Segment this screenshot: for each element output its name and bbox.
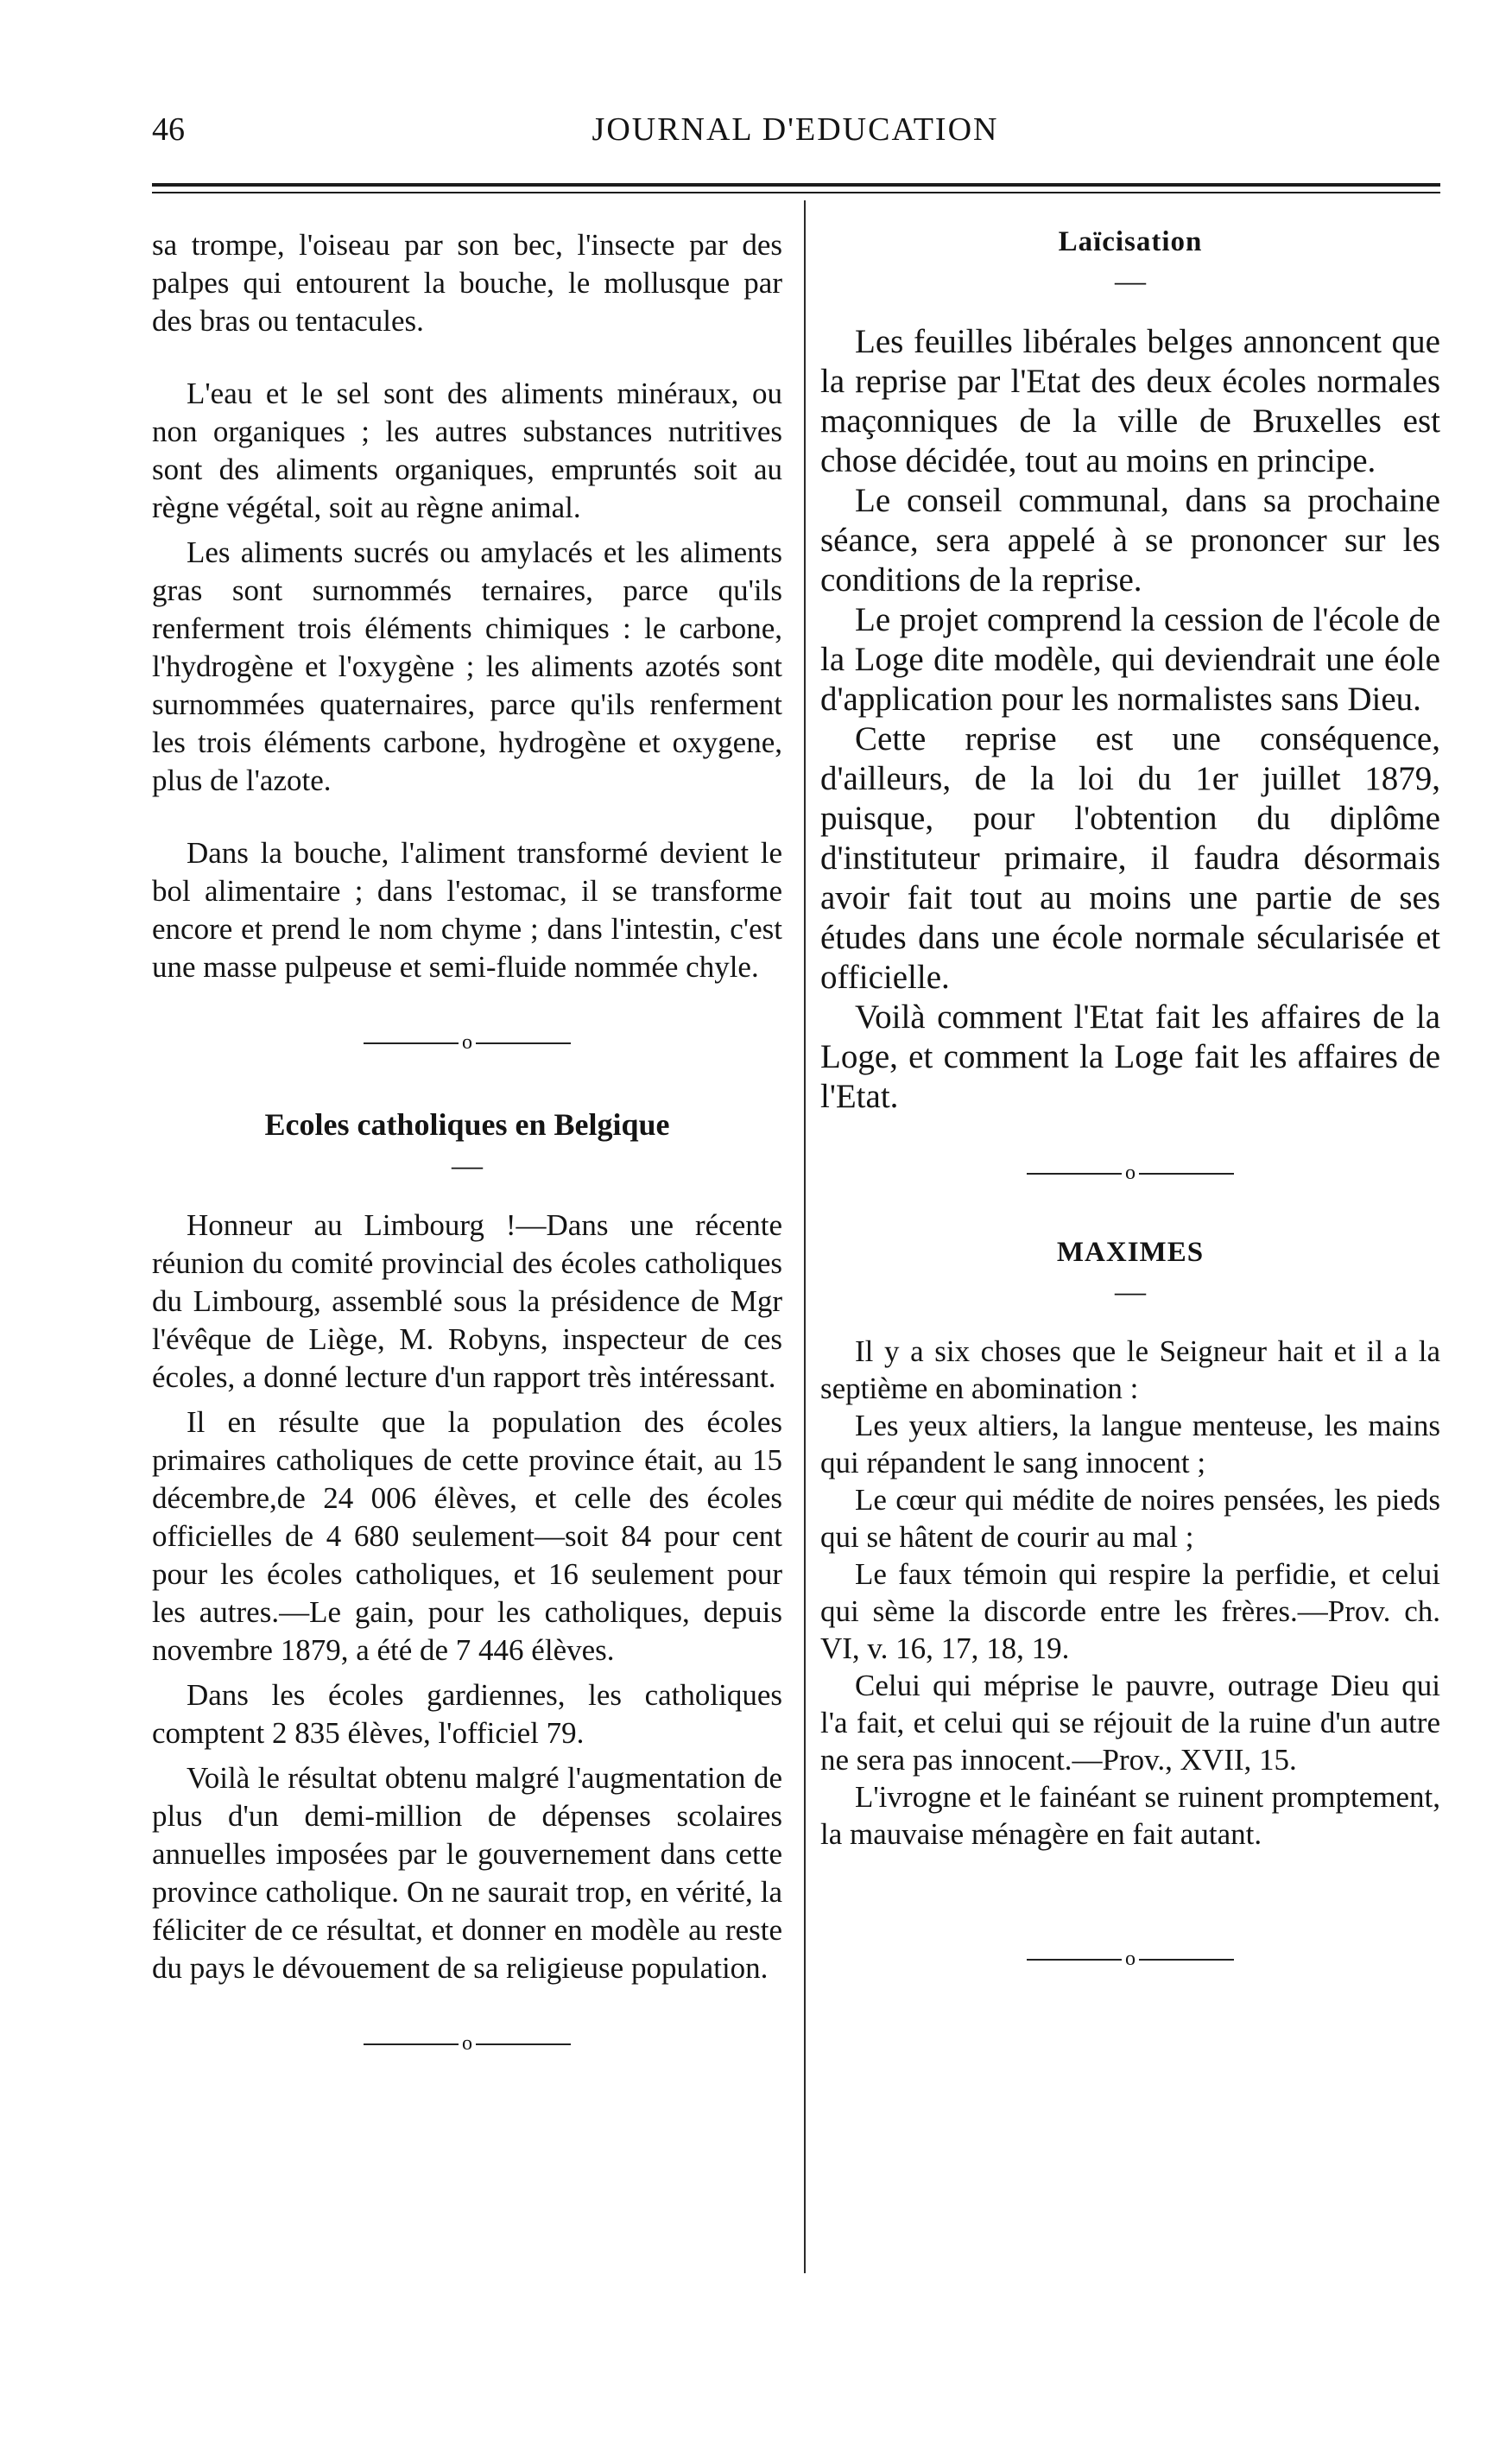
paragraph: Dans les écoles gardiennes, les catholiques comptent 2 835 élèves, l'officiel 79.	[152, 1678, 782, 1750]
separator-line	[364, 1042, 459, 1044]
paragraph: Le projet comprend la cession de l'école de la Loge dite modèle, qui deviendrait une éole d'application pour les normalistes sans Dieu.	[820, 601, 1440, 718]
separator-mark: o	[1125, 1162, 1136, 1184]
separator-line	[476, 2043, 571, 2045]
maxim: Celui qui méprise le pauvre, outrage Dieu qui l'a fait, et celui qui se réjouit de la ruine d'un autre ne sera pas innocent.—Prov., XVII, 15.	[820, 1669, 1440, 1777]
page-header	[152, 111, 1439, 154]
header-rule-thick	[152, 183, 1440, 187]
maxim: Il y a six choses que le Seigneur hait et il a la septième en abomination :	[820, 1334, 1440, 1405]
paragraph: Voilà le résultat obtenu malgré l'augmentation de plus d'un demi-million de dépenses scolaires annuelles imposées par le gouvernement dans cette province catholique. On ne saurait trop, en vérité, la féliciter de ce résultat, et donner en modèle au reste du pays le dévouement de sa religieuse population.	[152, 1761, 782, 1985]
section-heading: Laïcisation	[1058, 226, 1203, 257]
left-column	[152, 226, 782, 2107]
separator-mark: o	[462, 2032, 472, 2055]
maxim: Le cœur qui médite de noires pensées, les pieds qui se hâtent de courir au mal ;	[820, 1483, 1440, 1554]
section-separator	[152, 1031, 782, 1055]
section-separator	[152, 2032, 782, 2056]
heading-dash: —	[1115, 1274, 1146, 1308]
paragraph: Le conseil communal, dans sa prochaine séance, sera appelé à se prononcer sur les conditions de la reprise.	[820, 482, 1440, 599]
separator-line	[1139, 1173, 1234, 1175]
paragraph: Voilà comment l'Etat fait les affaires de la Loge, et comment la Loge fait les affaires de l'Etat.	[820, 998, 1440, 1115]
paragraph: sa trompe, l'oiseau par son bec, l'insecte par des palpes qui entourent la bouche, le mollusque par des bras ou tentacules.	[152, 228, 782, 338]
paragraph: Dans la bouche, l'aliment transformé devient le bol alimentaire ; dans l'estomac, il se transforme encore et prend le nom chyme ; dans l'intestin, c'est une masse pulpeuse et semi-fluide nommée chyle.	[152, 836, 782, 984]
page-number: 46	[152, 111, 185, 148]
maxim: Les yeux altiers, la langue menteuse, les mains qui répandent le sang innocent ;	[820, 1409, 1440, 1479]
separator-mark: o	[462, 1031, 472, 1054]
paragraph: Cette reprise est une conséquence, d'ailleurs, de la loi du 1er juillet 1879, puisque, pour l'obtention du diplôme d'instituteur primaire, il faudra désormais avoir fait tout au moins une partie de ses études dans une école normale sécularisée et officielle.	[820, 720, 1440, 996]
separator-line	[476, 1042, 571, 1044]
separator-line	[1139, 1959, 1234, 1961]
section-heading: MAXIMES	[1056, 1237, 1205, 1268]
paragraph: Les feuilles libérales belges annoncent que la reprise par l'Etat des deux écoles normales maçonniques de la ville de Bruxelles est chose décidée, tout au moins en principe.	[820, 323, 1440, 479]
right-column	[820, 226, 1440, 2023]
separator-line	[1027, 1173, 1122, 1175]
separator-line	[1027, 1959, 1122, 1961]
header-rule-thin	[152, 192, 1440, 193]
section-separator	[820, 1162, 1440, 1185]
column-divider	[804, 200, 806, 2273]
maxim: Le faux témoin qui respire la perfidie, et celui qui sème la discorde entre les frères.—Prov. ch. VI, v. 16, 17, 18, 19.	[820, 1557, 1440, 1665]
running-title: JOURNAL D'EDUCATION	[592, 111, 999, 148]
section-heading: Ecoles catholiques en Belgique	[264, 1107, 670, 1142]
heading-dash: —	[1115, 263, 1146, 298]
maxim: L'ivrogne et le fainéant se ruinent promptement, la mauvaise ménagère en fait autant.	[820, 1780, 1440, 1851]
paragraph: Les aliments sucrés ou amylacés et les aliments gras sont surnommés ternaires, parce qu'ils renferment trois éléments chimiques : le carbone, l'hydrogène et l'oxygène ; les aliments azotés sont surnommées quaternaires, parce qu'ils renferment les trois éléments carbone, hydrogène et oxygene, plus de l'azote.	[152, 535, 782, 797]
separator-line	[364, 2043, 459, 2045]
separator-mark: o	[1125, 1948, 1136, 1970]
section-separator	[820, 1948, 1440, 1971]
heading-dash: —	[452, 1148, 483, 1182]
paragraph: L'eau et le sel sont des aliments minéraux, ou non organiques ; les autres substances nutritives sont des aliments organiques, empruntés soit au règne végétal, soit au règne animal.	[152, 377, 782, 524]
paragraph: Il en résulte que la population des écoles primaires catholiques de cette province était, au 15 décembre,de 24 006 élèves, et celle des écoles officielles de 4 680 seulement—soit 84 pour cent pour les écoles catholiques, et 16 seulement pour les autres.—Le gain, pour les catholiques, depuis novembre 1879, a été de 7 446 élèves.	[152, 1405, 782, 1667]
paragraph: Honneur au Limbourg !—Dans une récente réunion du comité provincial des écoles catholiques du Limbourg, assemblé sous la présidence de Mgr l'évêque de Liège, M. Robyns, inspecteur de ces écoles, a donné lecture d'un rapport très intéressant.	[152, 1208, 782, 1394]
